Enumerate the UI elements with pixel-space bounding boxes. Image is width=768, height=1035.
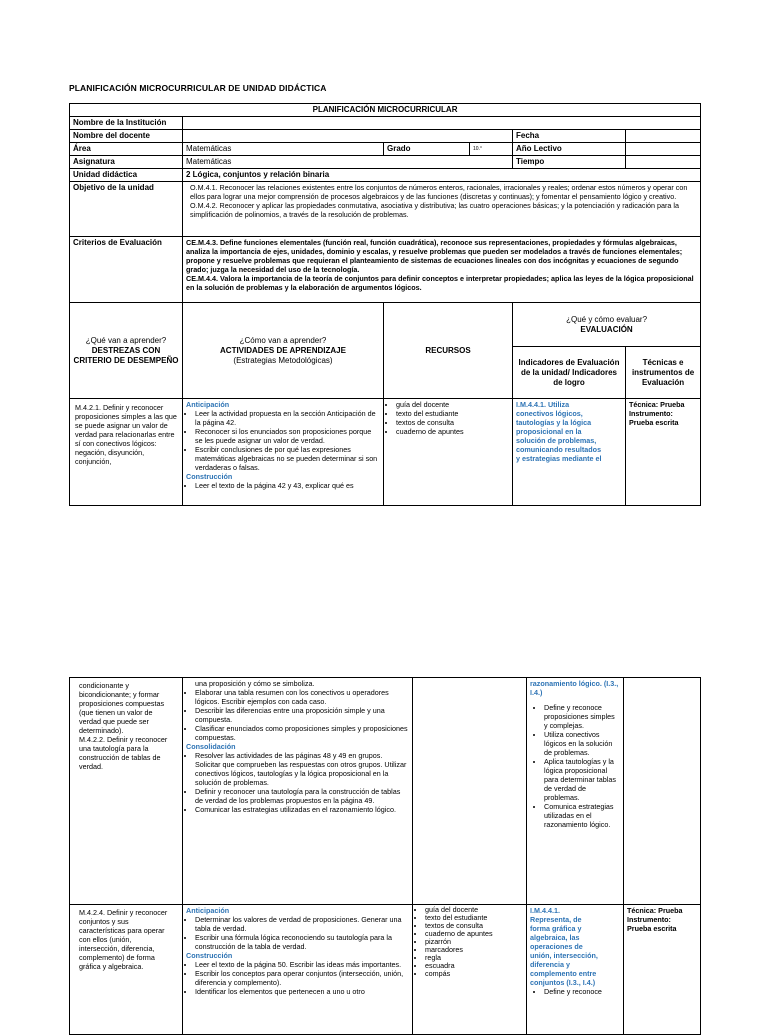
- actividades-question: ¿Cómo van a aprender?: [239, 335, 327, 345]
- evaluacion-question: ¿Qué y cómo evaluar?: [566, 314, 648, 324]
- actividades-subtitle: (Estrategias Metodológicas): [233, 355, 333, 365]
- table-title: PLANIFICACIÓN MICROCURRICULAR: [70, 104, 701, 117]
- list-item: • Elaborar una tabla resumen con los conectivos u operadores lógicos. Escribir ejemplos con cada caso.: [195, 688, 409, 706]
- evaluacion-header: [513, 303, 701, 347]
- indicador-list: [530, 703, 620, 829]
- list-item: • escuadra: [425, 962, 523, 970]
- list-item: • Identificar los elementos que pertenecen a uno u otro: [195, 987, 409, 996]
- actividades-title: ACTIVIDADES DE APRENDIZAJE: [220, 345, 346, 355]
- unidad-label: Unidad didáctica: [70, 169, 183, 182]
- planning-table: [69, 103, 701, 506]
- list-item: • Definir y reconocer una tautología para la construcción de tablas de verdad de los problemas propuestos en la página 49.: [195, 787, 409, 805]
- destrezas-header: [70, 303, 183, 399]
- tecnica-cell: [624, 678, 701, 905]
- actividades-cell: [183, 399, 384, 506]
- indicador-cell: [527, 678, 624, 905]
- criterio-1: CE.M.4.3. Define funciones elementales (función real, función cuadrática), reconoce sus representaciones, propiedades y fórmulas algebraicas, analiza la importancia de ejes, unidades, dominio y escalas, y resuelve problemas que pueden ser modelados a través de funciones elementales; propone y resuelve problemas que requieran el planteamiento de sistemas de ecuaciones lineales con dos incógnitas y ecuaciones de segundo grado; juzga la necesidad del uso de la tecnología.: [186, 238, 683, 274]
- list-item: • Utiliza conectivos lógicos en la solución de problemas.: [544, 730, 620, 757]
- actividades-cell: [183, 905, 413, 1035]
- criterios-value: [183, 237, 701, 303]
- instrumento-text: Instrumento: Prueba escrita: [627, 915, 677, 933]
- asignatura-label: Asignatura: [70, 156, 183, 169]
- asignatura-value: Matemáticas: [183, 156, 513, 169]
- objetivo-2: O.M.4.2. Reconocer y aplicar las propiedades conmutativa, asociativa y distributiva; las cuatro operaciones básicas; y la potenciación y radicación para la simplificación de polinomios, a través de la resolución de problemas.: [190, 201, 680, 219]
- tiempo-value: [626, 156, 701, 169]
- indicador-continuation: razonamiento lógico. (I.3., I.4.): [530, 679, 619, 697]
- tecnica-text: Técnica: Prueba: [627, 906, 683, 915]
- anio-value: [626, 143, 701, 156]
- indicador-list: [530, 987, 620, 996]
- destrezas-question: ¿Qué van a aprender?: [85, 335, 167, 345]
- area-label: Área: [70, 143, 183, 156]
- list-item: • marcadores: [425, 946, 523, 954]
- docente-label: Nombre del docente: [70, 130, 183, 143]
- fecha-label: Fecha: [513, 130, 626, 143]
- unidad-value: 2 Lógica, conjuntos y relación binaria: [183, 169, 701, 182]
- area-value: Matemáticas: [183, 143, 384, 156]
- tecnica-text: Técnica: Prueba: [629, 400, 685, 409]
- anio-label: Año Lectivo: [513, 143, 626, 156]
- actividades-header: [183, 303, 384, 399]
- actividades-list-1: [186, 409, 380, 472]
- list-item: • Comunica estrategias utilizadas en el razonamiento lógico.: [544, 802, 620, 829]
- list-item: • Escribir una fórmula lógica reconociendo su tautología para la construcción de la tabla de verdad.: [195, 933, 409, 951]
- destreza-cell: [70, 399, 183, 506]
- destreza-text: M.4.2.1. Definir y reconocer proposiciones simples a las que se puede asignar un valor de verdad para relacionarlas entre sí con conectivos lógicos: negación, disyunción, conjunción,: [75, 403, 177, 466]
- indicador-cell: [513, 399, 626, 506]
- destreza-cell: [70, 678, 183, 905]
- list-item: • Determinar los valores de verdad de proposiciones. Generar una tabla de verdad.: [195, 915, 409, 933]
- tecnicas-header: Técnicas e instrumentos de Evaluación: [626, 347, 701, 399]
- objetivo-label: Objetivo de la unidad: [70, 182, 183, 237]
- list-item: • cuaderno de apuntes: [396, 427, 509, 436]
- list-item: • Leer el texto de la página 50. Escribir las ideas más importantes.: [195, 960, 409, 969]
- list-item: • regla: [425, 954, 523, 962]
- list-item: • Comunicar las estrategias utilizadas en el razonamiento lógico.: [195, 805, 409, 814]
- instrumento-text: Instrumento: Prueba escrita: [629, 409, 679, 427]
- indicador-text: I.M.4.4.1. Representa, de forma gráfica y algebraica, las operaciones de unión, intersección, diferencia y complemento entre conjuntos (I.3., I.4.): [530, 906, 598, 987]
- phase-anticipacion: Anticipación: [186, 400, 230, 409]
- document-title: PLANIFICACIÓN MICROCURRICULAR DE UNIDAD DIDÁCTICA: [69, 83, 327, 93]
- criterio-2: CE.M.4.4. Valora la importancia de la teoría de conjuntos para definir conceptos e interpretar propiedades; aplica las leyes de la lógica proposicional en la solución de problemas y la elaboración de argumentos lógicos.: [186, 274, 694, 292]
- list-item: • Leer la actividad propuesta en la sección Anticipación de la página 42.: [195, 409, 380, 427]
- phase-consolidacion: Consolidación: [186, 742, 236, 751]
- institucion-label: Nombre de la Institución: [70, 117, 183, 130]
- actividades-list-2: [186, 960, 409, 996]
- list-item: • textos de consulta: [396, 418, 509, 427]
- destreza-text: M.4.2.4. Definir y reconocer conjuntos y sus características para operar con ellos (unión, intersección, diferencia, complemento) de forma gráfica y algebraica.: [79, 908, 168, 971]
- list-item: • Leer el texto de la página 42 y 43, explicar qué es: [195, 481, 380, 490]
- phase-construccion: Construcción: [186, 951, 233, 960]
- list-item: • cuaderno de apuntes: [425, 930, 523, 938]
- recursos-cell: [384, 399, 513, 506]
- recursos-cell: [413, 905, 527, 1035]
- continuation-table: [69, 677, 701, 1035]
- criterios-label: Criterios de Evaluación: [70, 237, 183, 303]
- list-item: • compás: [425, 970, 523, 978]
- actividades-list-1: [186, 688, 409, 742]
- destreza-cell: [70, 905, 183, 1035]
- list-item: • Define y reconoce: [544, 987, 620, 996]
- objetivo-1: O.M.4.1. Reconocer las relaciones existentes entre los conjuntos de números enteros, racionales, irracionales y reales; ordenar estos números y operar con ellos para lograr una mejor comprensión de procesos algebraicos y de las funciones (discretas y continuas); y fomentar el pensamiento lógico y creativo.: [190, 183, 688, 201]
- actividades-cell: [183, 678, 413, 905]
- destreza-text-2: M.4.2.2. Definir y reconocer una tautología para la construcción de tablas de verdad.: [79, 735, 168, 771]
- evaluacion-title: EVALUACIÓN: [580, 324, 633, 334]
- list-item: • Reconocer si los enunciados son proposiciones porque se les puede asignar un valor de verdad.: [195, 427, 380, 445]
- indicador-cell: [527, 905, 624, 1035]
- list-item: • guía del docente: [396, 400, 509, 409]
- destrezas-title: DESTREZAS CON CRITERIO DE DESEMPEÑO: [73, 345, 179, 365]
- list-item: • Define y reconoce proposiciones simples y complejas.: [544, 703, 620, 730]
- phase-anticipacion: Anticipación: [186, 906, 230, 915]
- list-item: • Escribir conclusiones de por qué las expresiones matemáticas algebraicas no se pueden determinar si son verdaderas o falsas.: [195, 445, 380, 472]
- list-item: • texto del estudiante: [396, 409, 509, 418]
- list-item: • Describir las diferencias entre una proposición simple y una compuesta.: [195, 706, 409, 724]
- destreza-text: condicionante y bicondicionante; y formar proposiciones compuestas (que tienen un valor de verdad que puede ser determinado).: [79, 681, 165, 735]
- list-item: • texto del estudiante: [425, 914, 523, 922]
- indicador-text: I.M.4.4.1. Utiliza conectivos lógicos, tautologías y la lógica proposicional en la solución de problemas, comunicando resultados y estrategias mediante el: [516, 400, 602, 463]
- list-item: • Clasificar enunciados como proposiciones simples y proposiciones compuestas.: [195, 724, 409, 742]
- grado-label: Grado: [384, 143, 470, 156]
- tiempo-label: Tiempo: [513, 156, 626, 169]
- recursos-list: [387, 400, 509, 436]
- list-item: • Escribir los conceptos para operar conjuntos (intersección, unión, diferencia y complemento).: [195, 969, 409, 987]
- grado-value: 10.°: [470, 143, 513, 156]
- list-item: • pizarrón: [425, 938, 523, 946]
- list-item: • textos de consulta: [425, 922, 523, 930]
- list-item: • guía del docente: [425, 906, 523, 914]
- objetivo-value: [183, 182, 701, 237]
- fecha-value: [626, 130, 701, 143]
- recursos-header: RECURSOS: [384, 303, 513, 399]
- recursos-cell: [413, 678, 527, 905]
- actividad-continuation: una proposición y cómo se simboliza.: [195, 679, 315, 688]
- actividades-list-1: [186, 915, 409, 951]
- indicadores-header: Indicadores de Evaluación de la unidad/ Indicadores de logro: [513, 347, 626, 399]
- tecnica-cell: [626, 399, 701, 506]
- tecnica-cell: [624, 905, 701, 1035]
- list-item: • Resolver las actividades de las páginas 48 y 49 en grupos. Solicitar que comprueben las respuestas con otros grupos. Utilizar conectivos lógicos, tautologías y la lógica proposicional en la solución de problemas.: [195, 751, 409, 787]
- recursos-list: [416, 906, 523, 978]
- list-item: • Aplica tautologías y la lógica proposicional para determinar tablas de verdad de problemas.: [544, 757, 620, 802]
- actividades-list-2: [186, 751, 409, 814]
- actividades-list-2: [186, 481, 380, 490]
- phase-construccion: Construcción: [186, 472, 233, 481]
- docente-value: [183, 130, 513, 143]
- institucion-value: [183, 117, 701, 130]
